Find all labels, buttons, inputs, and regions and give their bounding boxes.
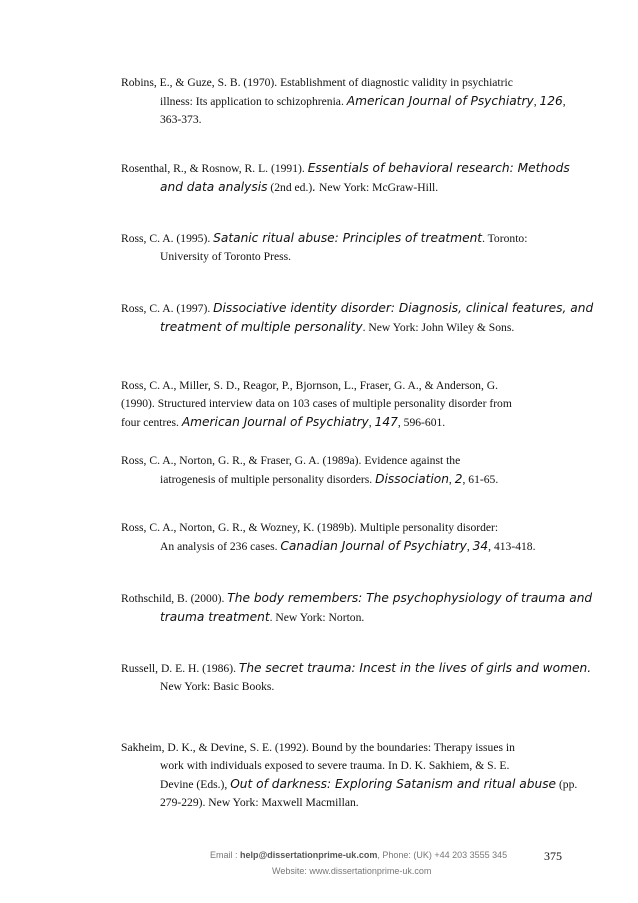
reference-line xyxy=(121,794,633,812)
reference-line xyxy=(121,111,633,129)
reference-line xyxy=(121,318,633,337)
reference-line xyxy=(121,452,633,470)
reference-italic-text: . xyxy=(312,180,317,194)
reference-text: New York: Basic Books. xyxy=(160,680,275,693)
reference-entry xyxy=(121,452,633,489)
reference-entry xyxy=(121,739,633,812)
reference-text: Ross, C. A. (1997). xyxy=(121,302,214,315)
reference-text: Ross, C. A. (1995). xyxy=(121,232,214,245)
reference-line xyxy=(121,229,633,248)
reference-italic-text: American Journal of Psychiatry xyxy=(181,415,369,429)
reference-line xyxy=(121,413,633,432)
reference-entry xyxy=(121,299,633,337)
reference-italic-text: 147 xyxy=(374,415,398,429)
reference-text: , 413-418. xyxy=(488,540,536,553)
reference-text: Ross, C. A., Miller, S. D., Reagor, P., Bjornson, L., Fraser, G. A., & Anderson, G. xyxy=(121,379,499,392)
reference-text: Russell, D. E. H. (1986). xyxy=(121,662,239,675)
reference-line xyxy=(121,537,633,556)
reference-line xyxy=(121,739,633,757)
reference-line xyxy=(121,377,633,395)
reference-text: Ross, C. A., Norton, G. R., & Wozney, K. (1989b). Multiple personality disorder: xyxy=(121,521,499,534)
reference-text: , 61-65. xyxy=(462,473,499,486)
reference-text: Robins, E., & Guze, S. B. (1970). Establishment of diagnostic validity in psychiatric xyxy=(121,76,513,89)
reference-text: , xyxy=(533,95,540,108)
reference-text: . New York: Norton. xyxy=(269,611,365,624)
reference-entry xyxy=(121,74,633,129)
reference-italic-text: The secret trauma: Incest in the lives of girls and women. xyxy=(238,661,592,675)
reference-line xyxy=(121,775,633,794)
reference-line xyxy=(121,608,633,627)
footer-email-label: Email : xyxy=(210,850,241,860)
reference-italic-text: American Journal of Psychiatry xyxy=(346,94,534,108)
reference-text: . Toronto: xyxy=(482,232,528,245)
reference-entry xyxy=(121,377,633,432)
reference-line xyxy=(121,678,633,696)
reference-italic-text: 2 xyxy=(454,472,463,486)
reference-text: New York: McGraw-Hill. xyxy=(316,181,439,194)
reference-italic-text: 126 xyxy=(539,94,563,108)
reference-italic-text: trauma treatment xyxy=(160,610,270,624)
reference-line xyxy=(121,519,633,537)
reference-entry xyxy=(121,229,633,266)
reference-line xyxy=(121,92,633,111)
reference-line xyxy=(121,659,633,678)
reference-text: iatrogenesis of multiple personality disorders. xyxy=(160,473,376,486)
reference-italic-text: and data analysis xyxy=(160,180,268,194)
reference-text: Rosenthal, R., & Rosnow, R. L. (1991). xyxy=(121,162,308,175)
footer-contact xyxy=(0,850,638,860)
reference-line xyxy=(121,395,633,413)
reference-italic-text: 34 xyxy=(472,539,489,553)
reference-text: Sakheim, D. K., & Devine, S. E. (1992). Bound by the boundaries: Therapy issues in xyxy=(121,741,515,754)
reference-italic-text: Satanic ritual abuse: Principles of treatment xyxy=(213,231,483,245)
footer-phone: , Phone: (UK) +44 203 3555 345 xyxy=(377,850,508,860)
reference-text: illness: Its application to schizophrenia. xyxy=(160,95,347,108)
reference-text: University of Toronto Press. xyxy=(160,250,292,263)
reference-text: Ross, C. A., Norton, G. R., & Fraser, G. A. (1989a). Evidence against the xyxy=(121,454,461,467)
reference-italic-text: The body remembers: The psychophysiology of trauma and xyxy=(227,591,593,605)
footer-website-text[interactable]: Website: www.dissertationprime-uk.com xyxy=(272,866,432,876)
reference-text: 279-229). New York: Maxwell Macmillan. xyxy=(160,796,359,809)
reference-italic-text: Canadian Journal of Psychiatry xyxy=(280,539,467,553)
reference-text: (pp. xyxy=(556,778,578,791)
reference-text: four centres. xyxy=(121,416,182,429)
reference-entry xyxy=(121,589,633,627)
reference-text: Rothschild, B. (2000). xyxy=(121,592,228,605)
reference-line xyxy=(121,470,633,489)
reference-text: , xyxy=(368,416,375,429)
reference-entry xyxy=(121,159,633,197)
reference-italic-text: Dissociation xyxy=(375,472,449,486)
reference-line xyxy=(121,74,633,92)
reference-entry xyxy=(121,519,633,556)
page-number: 375 xyxy=(544,849,562,863)
reference-text: , 596-601. xyxy=(397,416,446,429)
reference-text: An analysis of 236 cases. xyxy=(160,540,281,553)
reference-line xyxy=(121,248,633,266)
reference-line xyxy=(121,589,633,608)
reference-line xyxy=(121,757,633,775)
reference-italic-text: Essentials of behavioral research: Methods xyxy=(307,161,570,175)
reference-italic-text: treatment of multiple personality xyxy=(160,320,363,334)
reference-text: , xyxy=(466,540,473,553)
reference-entry xyxy=(121,659,633,696)
reference-text: (1990). Structured interview data on 103 cases of multiple personality disorder from xyxy=(121,397,512,410)
reference-text: , xyxy=(562,95,566,108)
reference-text: Devine (Eds.), xyxy=(160,778,231,791)
reference-line xyxy=(121,178,633,197)
reference-line xyxy=(121,159,633,178)
reference-italic-text: Dissociative identity disorder: Diagnosis, clinical features, and xyxy=(213,301,594,315)
reference-text: . New York: John Wiley & Sons. xyxy=(362,321,515,334)
footer-email[interactable]: help@dissertationprime-uk.com xyxy=(240,850,378,860)
reference-text: , xyxy=(448,473,455,486)
reference-italic-text: Out of darkness: Exploring Satanism and ritual abuse xyxy=(230,777,557,791)
reference-text: work with individuals exposed to severe trauma. In D. K. Sakhiem, & S. E. xyxy=(160,759,510,772)
footer-website[interactable] xyxy=(0,866,638,876)
reference-text: 363-373. xyxy=(160,113,202,126)
reference-text: (2nd ed.) xyxy=(267,181,313,194)
reference-line xyxy=(121,299,633,318)
